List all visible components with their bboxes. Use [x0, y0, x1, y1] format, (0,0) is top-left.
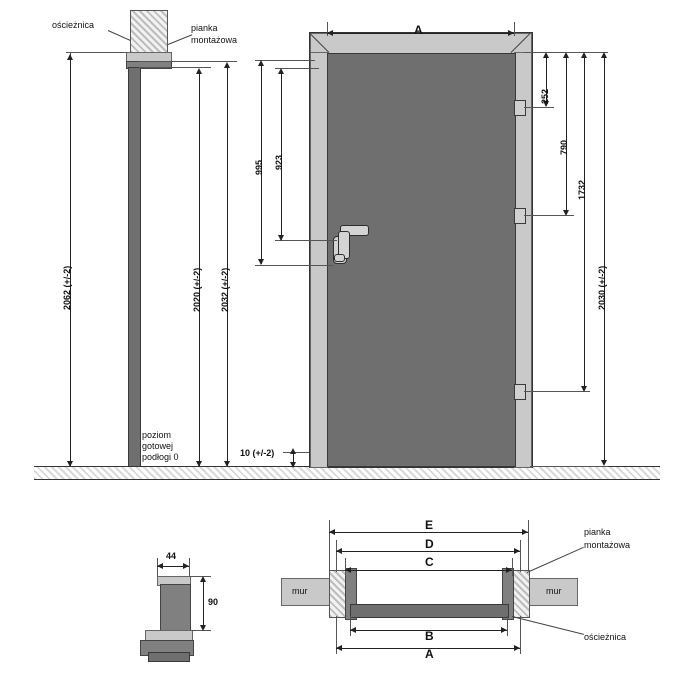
callout-pianka-side: pianka [191, 23, 218, 33]
dim-label-790: 790 [559, 139, 569, 155]
plan-ext-B-left [350, 616, 351, 636]
plan-dim-arrow-E-right [522, 529, 528, 535]
plan-ext-D-right [520, 540, 521, 572]
dim-arrow-2032-top [224, 62, 230, 68]
ext-line-A-right [514, 22, 515, 36]
plan-dim-arrow-A-right [514, 645, 520, 651]
ext-line-995-bottom [255, 265, 333, 266]
plan-dim-line-C [345, 570, 512, 571]
dim-arrow-10-bottom [290, 462, 296, 468]
plan-leader-osciznica [512, 616, 584, 635]
plan-foam-right [512, 570, 530, 618]
plan-dim-arrow-C-right [506, 567, 512, 573]
plan-label-mur-left: mur [292, 586, 308, 596]
plan-door-leaf [350, 604, 509, 618]
hinge-bottom [514, 384, 526, 400]
dim-arrow-1732-bottom [581, 386, 587, 392]
door-leaf-front [327, 53, 516, 467]
dim-arrow-2030-top [601, 52, 607, 58]
plan-ext-D-left [336, 540, 337, 572]
plan-ext-E-left [329, 520, 330, 570]
plan-dim-arrow-E-left [329, 529, 335, 535]
hinge-top [514, 100, 526, 116]
dim-arrow-2062-top [67, 54, 73, 60]
profile-web [160, 584, 191, 632]
dim-label-252: 252 [540, 88, 550, 104]
frame-jamb-left [310, 52, 328, 468]
plan-dim-arrow-A-left [336, 645, 342, 651]
dim-arrow-90-bottom [200, 625, 206, 631]
plan-ext-E-right [528, 520, 529, 570]
plan-dim-label-C: C [425, 555, 434, 569]
dim-arrow-923-bottom [278, 235, 284, 241]
dim-line-2032 [227, 64, 228, 466]
dim-line-2062 [70, 56, 71, 466]
ext-line-top-2032 [139, 61, 237, 62]
dim-arrow-10-top [290, 448, 296, 454]
hinge-middle [514, 208, 526, 224]
ext-line-2030-top [530, 52, 608, 53]
dim-label-1732: 1732 [577, 179, 587, 200]
dim-arrow-A-left [327, 30, 333, 36]
floor-note-line3: podłogi 0 [142, 452, 179, 462]
dim-label-10: 10 (+/-2) [240, 448, 275, 458]
dim-arrow-A-right [508, 30, 514, 36]
door-leaf-edge-side [128, 67, 141, 468]
dim-label-90: 90 [208, 597, 219, 607]
dim-arrow-90-top [200, 576, 206, 582]
dim-label-2030: 2030 (+/-2) [597, 265, 607, 310]
dim-label-44: 44 [166, 551, 177, 561]
ext-line-10-top [283, 452, 309, 453]
dim-arrow-923-top [278, 68, 284, 74]
plan-dim-arrow-B-left [350, 627, 356, 633]
plan-label-mur-right: mur [546, 586, 562, 596]
dim-arrow-790-bottom [563, 210, 569, 216]
plan-dim-arrow-C-left [345, 567, 351, 573]
dim-arrow-995-bottom [258, 259, 264, 265]
dim-arrow-44-left [157, 563, 163, 569]
plan-dim-label-B: B [425, 629, 434, 643]
callout-osciznica-side: ościeżnica [52, 20, 95, 30]
ext-line-44-right [189, 558, 190, 576]
dim-arrow-2030-bottom [601, 460, 607, 466]
dim-label-995: 995 [254, 159, 264, 175]
plan-dim-label-E: E [425, 518, 434, 532]
leader-pianka-side [168, 34, 192, 45]
plan-dim-arrow-D-left [336, 548, 342, 554]
plan-label-pianka: pianka [584, 527, 611, 537]
plan-dim-arrow-B-right [501, 627, 507, 633]
plan-dim-label-A: A [425, 647, 434, 661]
dim-arrow-44-right [183, 563, 189, 569]
dim-arrow-995-top [258, 60, 264, 66]
plan-dim-arrow-D-right [514, 548, 520, 554]
dim-label-2032: 2032 (+/-2) [220, 267, 230, 312]
ext-line-2030-bottom [530, 466, 608, 467]
dim-line-90 [203, 578, 204, 628]
ext-line-252-bottom [524, 107, 554, 108]
plan-dim-label-D: D [425, 537, 434, 551]
ext-line-top-2062 [66, 52, 128, 53]
door-lock-keyhole [334, 254, 345, 262]
floor-band [34, 466, 660, 480]
plan-label-osciznica: ościeżnica [584, 632, 627, 642]
dim-label-923: 923 [274, 154, 284, 170]
plan-leader-pianka [527, 547, 584, 573]
dim-label-A-front: A [414, 23, 423, 37]
dim-arrow-2020-top [196, 68, 202, 74]
dim-line-2030 [604, 54, 605, 464]
dim-label-2062: 2062 (+/-2) [62, 265, 72, 310]
plan-ext-B-right [507, 616, 508, 636]
ext-line-923-bottom [275, 240, 337, 241]
dim-line-790 [566, 54, 567, 214]
dim-label-2020: 2020 (+/-2) [192, 267, 202, 312]
plan-ext-C-right [512, 558, 513, 576]
ext-line-995-top [255, 60, 315, 61]
wall-block-side [130, 10, 168, 54]
callout-montazowa-side: montażowa [191, 35, 238, 45]
floor-note-line1: poziom [142, 430, 172, 440]
profile-base [148, 652, 190, 662]
plan-ext-A-right [520, 616, 521, 654]
dim-line-1732 [584, 54, 585, 390]
floor-note-line2: gotowej [142, 441, 174, 451]
plan-label-montazowa: montażowa [584, 540, 631, 550]
